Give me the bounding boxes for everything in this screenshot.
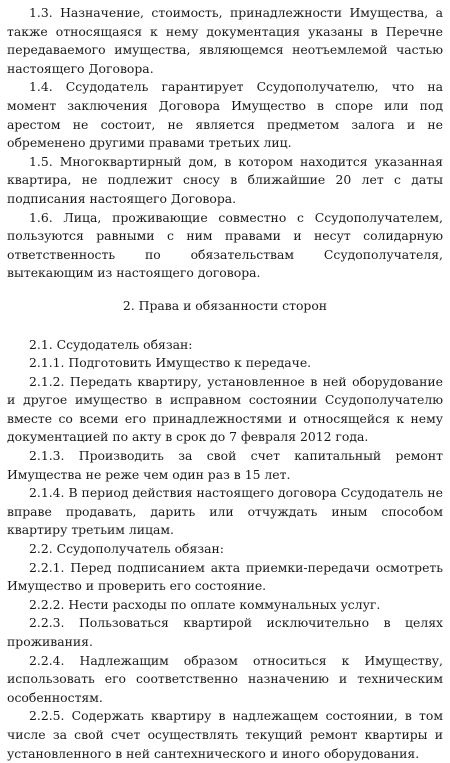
paragraph-2-1-2: 2.1.2. Передать квартиру, установленное в ней оборудование и другое имущество в исправном состоянии Ссудополучателю вместе со всеми его принадлежностями и относящейся к нему документацией по акту в срок до 7 февраля 2012 года. <box>7 373 443 445</box>
section-title: 2. Права и обязанности сторон <box>122 297 328 313</box>
paragraph-2-1-1: 2.1.1. Подготовить Имущество к передаче. <box>29 355 312 371</box>
paragraph-2-2-1: 2.2.1. Перед подписанием акта приемки-передачи осмотреть Имущество и проверить его состояние. <box>7 559 443 594</box>
paragraph-2-2-4: 2.2.4. Надлежащим образом относиться к Имуществу, использовать его соответственно назначению и техническим особенностям. <box>7 652 443 705</box>
paragraph-2-2-3: 2.2.3. Пользоваться квартирой исключительно в целях проживания. <box>7 615 443 649</box>
paragraph-1-3: 1.3. Назначение, стоимость, принадлежности Имущества, а также относящаяся к нему документация указаны в Перечне передаваемого имущества, являющемся неотъемлемой частью настоящего Договора. <box>7 5 443 76</box>
paragraph-2-2: 2.2. Ссудополучатель обязан: <box>29 541 224 557</box>
paragraph-2-1-4: 2.1.4. В период действия настоящего договора Ссудодатель не вправе продавать, дарить или отчуждать иным способом квартиру третьим лицам. <box>7 485 443 538</box>
paragraph-1-4: 1.4. Ссудодатель гарантирует Ссудополучателю, что на момент заключения Договора Имущество в споре или под арестом не состоит, не является предметом залога и не обременено другими правами третьих лиц. <box>7 79 443 151</box>
paragraph-2-2-2: 2.2.2. Нести расходы по оплате коммунальных услуг. <box>29 596 381 612</box>
paragraph-1-5: 1.5. Многоквартирный дом, в котором находится указанная квартира, не подлежит сносу в ближайшие 20 лет с даты подписания настоящего Договора. <box>7 153 443 206</box>
paragraph-1-6: 1.6. Лица, проживающие совместно с Ссудополучателем, пользуются равными с ним правами и несут солидарную ответственность по обязательствам Ссудополучателя, вытекающим из настоящего договора. <box>7 209 443 281</box>
paragraph-2-2-5: 2.2.5. Содержать квартиру в надлежащем состоянии, в том числе за свой счет осуществлять текущий ремонт квартиры и установленного в ней сантехнического и иного оборудования. <box>7 708 443 761</box>
paragraph-2-1: 2.1. Ссудодатель обязан: <box>29 336 193 352</box>
paragraph-2-1-3: 2.1.3. Производить за свой счет капитальный ремонт Имущества не реже чем один раз в 15 лет. <box>7 448 443 482</box>
